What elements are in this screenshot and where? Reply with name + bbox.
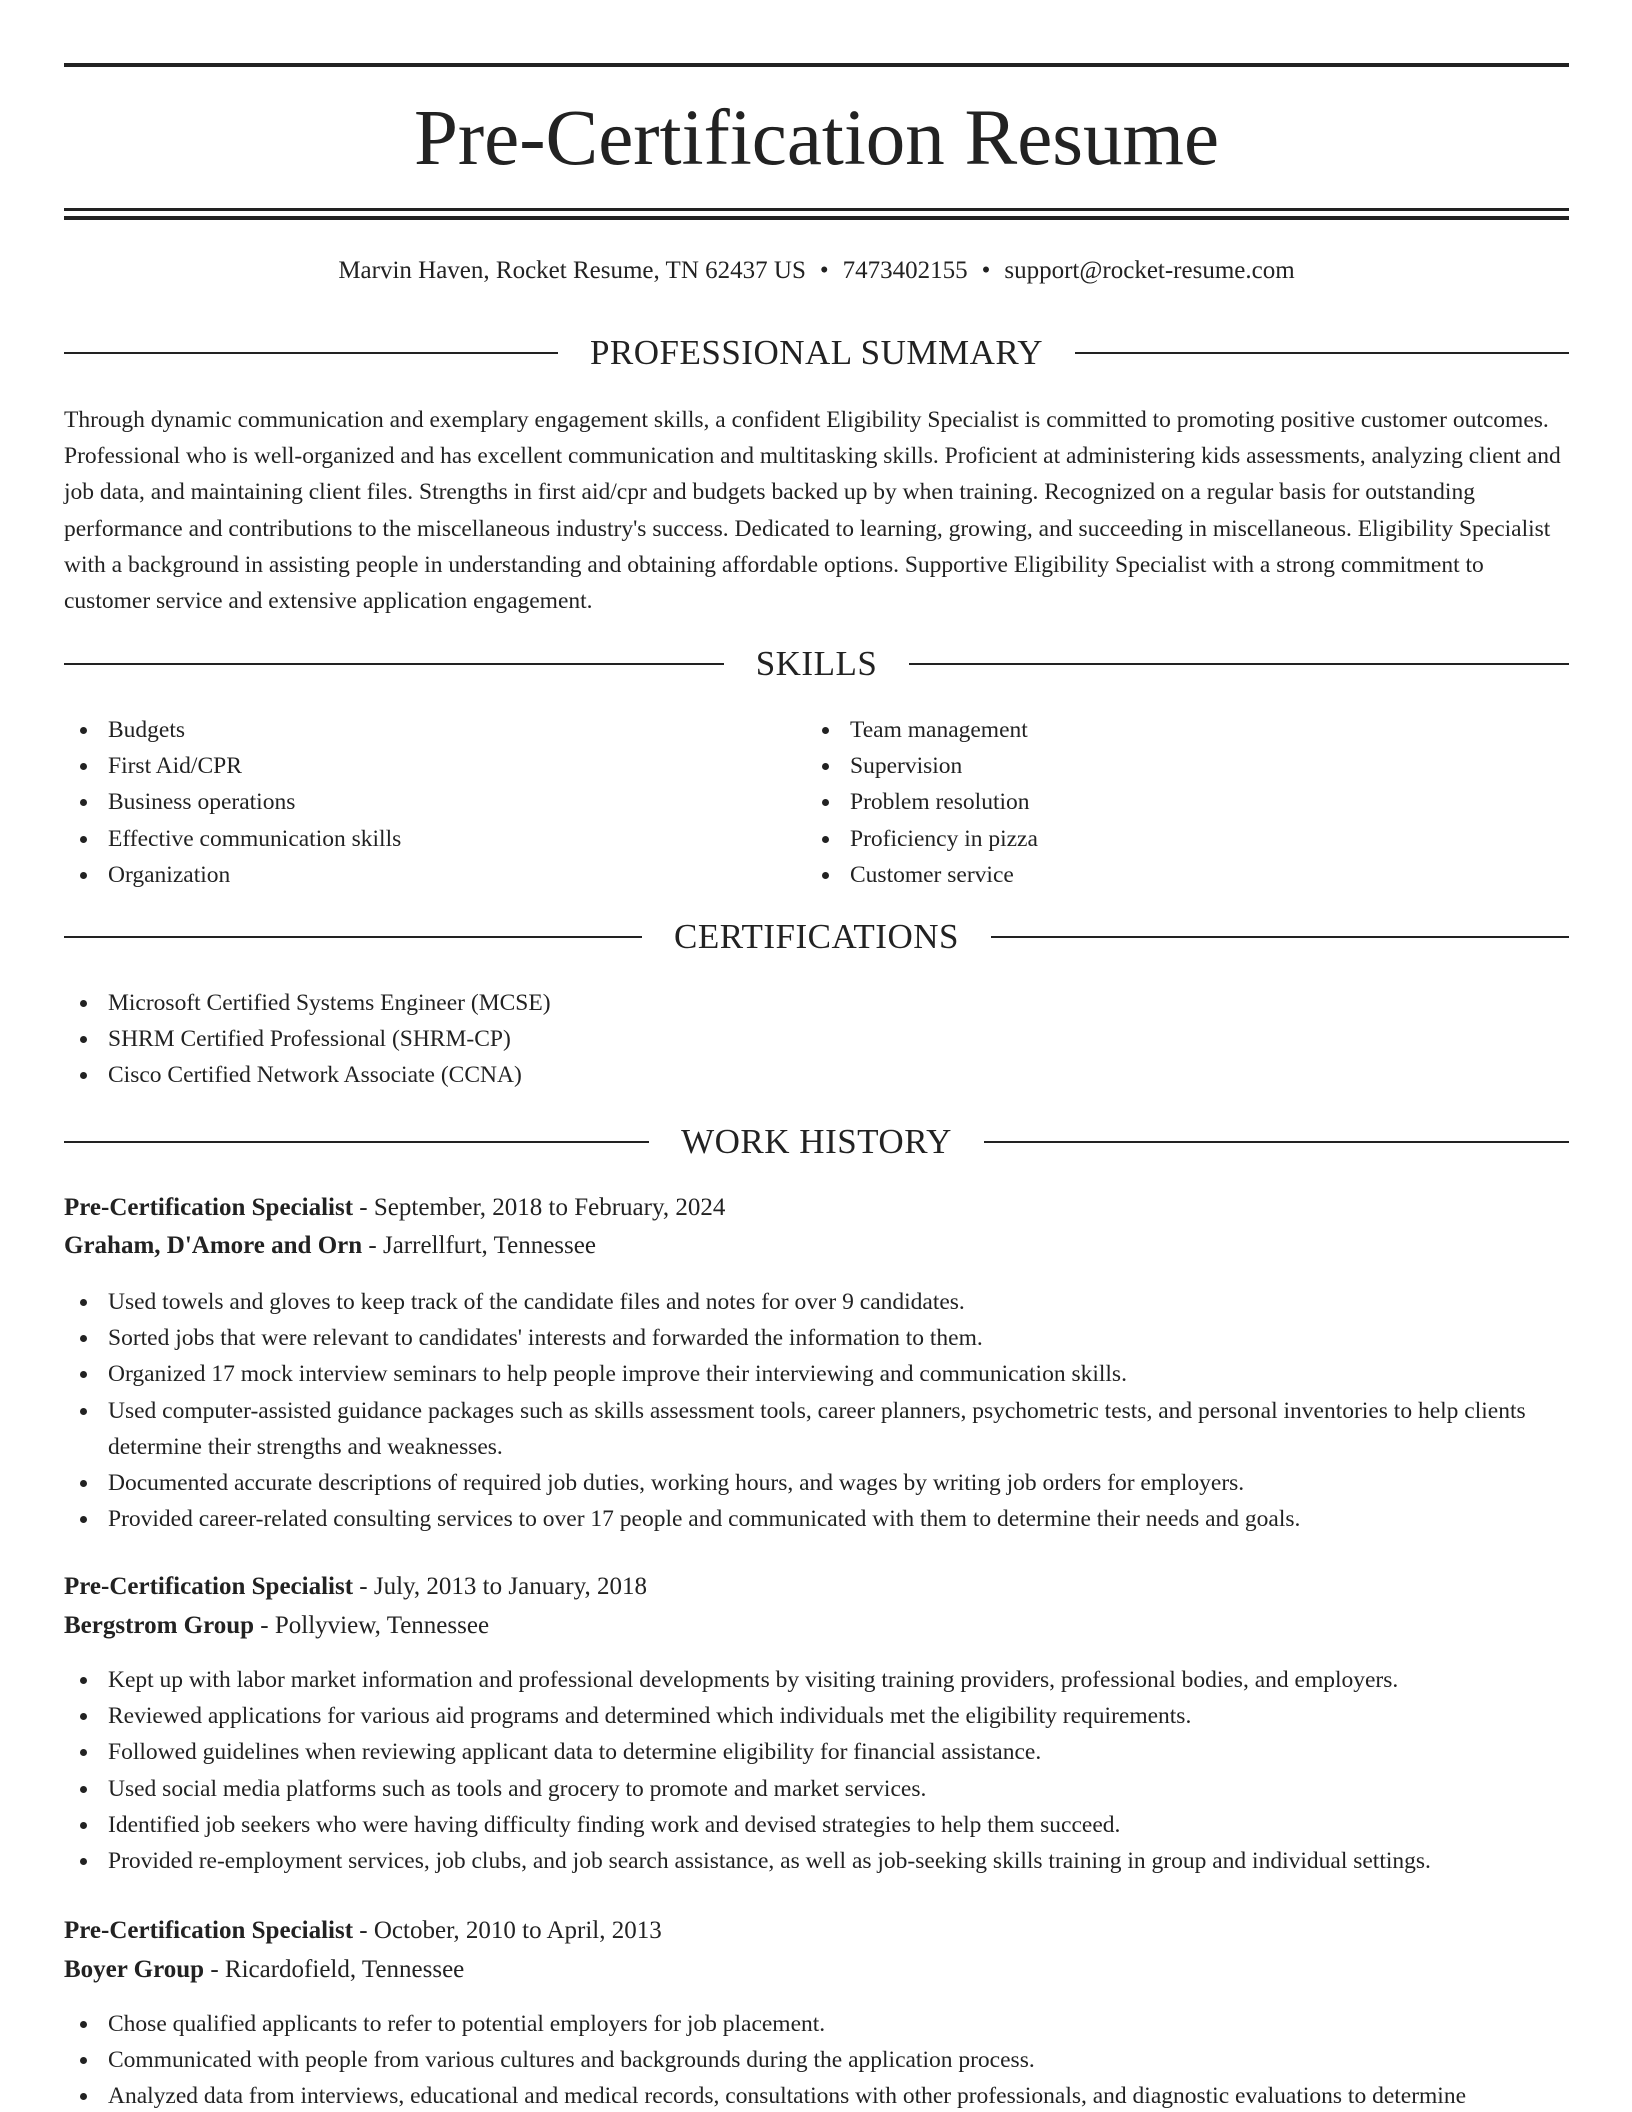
- section-heading-summary: [64, 331, 1569, 375]
- certification-item: SHRM Certified Professional (SHRM-CP): [64, 1021, 1569, 1057]
- heading-rule: [909, 663, 1569, 665]
- certification-item: Cisco Certified Network Associate (CCNA): [64, 1057, 1569, 1093]
- job-title: Pre-Certification Specialist: [64, 1194, 354, 1221]
- heading-rule: [64, 936, 642, 938]
- job-bullet-list: [64, 2006, 1569, 2112]
- job-bullet: Used social media platforms such as tools and grocery to promote and market services.: [64, 1771, 1569, 1807]
- job-company-line: [64, 1953, 1569, 1987]
- job-title-line: [64, 1191, 1569, 1225]
- section-title: PROFESSIONAL SUMMARY: [589, 333, 1044, 372]
- job-company: Bergstrom Group: [64, 1612, 255, 1639]
- skill-item: Effective communication skills: [64, 821, 804, 857]
- job-company-line: [64, 1229, 1569, 1263]
- skill-item: Organization: [64, 857, 804, 893]
- section-heading-work-history: [64, 1120, 1569, 1164]
- job-title-line: [64, 1570, 1569, 1604]
- title-rule-upper: [64, 208, 1569, 211]
- skill-item: First Aid/CPR: [64, 748, 804, 784]
- job-bullet: Provided re-employment services, job clubs, and job search assistance, as well as job-seeking skills training in group and individual settings.: [64, 1843, 1569, 1879]
- job-bullet: Organized 17 mock interview seminars to help people improve their interviewing and communication skills.: [64, 1356, 1569, 1392]
- job-dates: - July, 2013 to January, 2018: [359, 1573, 647, 1600]
- heading-rule: [1075, 352, 1569, 354]
- job-bullet-list: [64, 1662, 1569, 1879]
- job-title: Pre-Certification Specialist: [64, 1573, 354, 1600]
- job-bullet-list: [64, 1284, 1569, 1537]
- section-heading-skills: [64, 642, 1569, 686]
- job-bullet: Provided career-related consulting services to over 17 people and communicated with them to determine their needs and goals.: [64, 1501, 1569, 1537]
- job-bullet: Reviewed applications for various aid programs and determined which individuals met the eligibility requirements.: [64, 1698, 1569, 1734]
- section-title: CERTIFICATIONS: [674, 917, 959, 956]
- job-dates: - September, 2018 to February, 2024: [359, 1194, 726, 1221]
- skill-item: Customer service: [806, 857, 1546, 893]
- job-bullet: Followed guidelines when reviewing applicant data to determine eligibility for financial assistance.: [64, 1734, 1569, 1770]
- job-bullet: Communicated with people from various cultures and backgrounds during the application process.: [64, 2042, 1569, 2078]
- contact-line: [64, 255, 1569, 287]
- job-company-line: [64, 1609, 1569, 1643]
- skill-item: Budgets: [64, 712, 804, 748]
- summary-text: Through dynamic communication and exemplary engagement skills, a confident Eligibility Specialist is committed to promoting positive customer outcomes. Professional who is well-organized and has excellent communication and multitasking skills. Proficient at administering kids assessments, analyzing client and job data, and maintaining client files. Strengths in first aid/cpr and budgets backed up by when training. Recognized on a regular basis for outstanding performance and contributions to the miscellaneous industry's success. Dedicated to learning, growing, and succeeding in miscellaneous. Eligibility Specialist with a background in assisting people in understanding and obtaining affordable options. Supportive Eligibility Specialist with a strong commitment to customer service and extensive application engagement.: [64, 407, 1561, 615]
- skills-list-right: [806, 712, 1546, 893]
- skill-item: Proficiency in pizza: [806, 821, 1546, 857]
- certifications-list: [64, 985, 1569, 1094]
- contact-email: support@rocket-resume.com: [1004, 257, 1295, 284]
- skills-list-left: [64, 712, 804, 893]
- page-title: Pre-Certification Resume: [413, 95, 1220, 182]
- job-bullet: Sorted jobs that were relevant to candidates' interests and forwarded the information to them.: [64, 1320, 1569, 1356]
- heading-rule: [64, 352, 558, 354]
- job-bullet: Documented accurate descriptions of required job duties, working hours, and wages by writing job orders for employers.: [64, 1465, 1569, 1501]
- job-dates: - October, 2010 to April, 2013: [359, 1917, 662, 1944]
- job-location: - Ricardofield, Tennessee: [210, 1956, 465, 1983]
- job-company: Boyer Group: [64, 1956, 205, 1983]
- contact-separator: •: [819, 257, 829, 284]
- heading-rule: [64, 663, 724, 665]
- job-bullet: Used computer-assisted guidance packages such as skills assessment tools, career planners, psychometric tests, and personal inventories to help clients determine their strengths and weaknesses.: [64, 1393, 1569, 1465]
- contact-address: Marvin Haven, Rocket Resume, TN 62437 US: [338, 257, 806, 284]
- skill-item: Problem resolution: [806, 784, 1546, 820]
- section-title: SKILLS: [755, 644, 878, 683]
- certification-item: Microsoft Certified Systems Engineer (MCSE): [64, 985, 1569, 1021]
- contact-phone: 7473402155: [842, 257, 968, 284]
- skill-item: Supervision: [806, 748, 1546, 784]
- job-title-line: [64, 1914, 1569, 1948]
- heading-rule: [64, 1141, 649, 1143]
- skill-item: Team management: [806, 712, 1546, 748]
- heading-rule: [991, 936, 1569, 938]
- job-location: - Jarrellfurt, Tennessee: [368, 1232, 596, 1259]
- section-heading-certifications: [64, 915, 1569, 959]
- job-bullet: Identified job seekers who were having difficulty finding work and devised strategies to help them succeed.: [64, 1807, 1569, 1843]
- top-rule: [64, 63, 1569, 67]
- section-title: WORK HISTORY: [681, 1122, 952, 1161]
- job-company: Graham, D'Amore and Orn: [64, 1232, 363, 1259]
- job-title: Pre-Certification Specialist: [64, 1917, 354, 1944]
- title-rule-lower: [64, 216, 1569, 220]
- job-bullet: Kept up with labor market information and professional developments by visiting training providers, professional bodies, and employers.: [64, 1662, 1569, 1698]
- job-location: - Pollyview, Tennessee: [260, 1612, 490, 1639]
- job-bullet: Chose qualified applicants to refer to potential employers for job placement.: [64, 2006, 1569, 2042]
- job-bullet: Analyzed data from interviews, educational and medical records, consultations with other professionals, and diagnostic evaluations to determine: [64, 2078, 1569, 2112]
- contact-separator: •: [981, 257, 991, 284]
- skill-item: Business operations: [64, 784, 804, 820]
- job-bullet: Used towels and gloves to keep track of the candidate files and notes for over 9 candidates.: [64, 1284, 1569, 1320]
- heading-rule: [984, 1141, 1569, 1143]
